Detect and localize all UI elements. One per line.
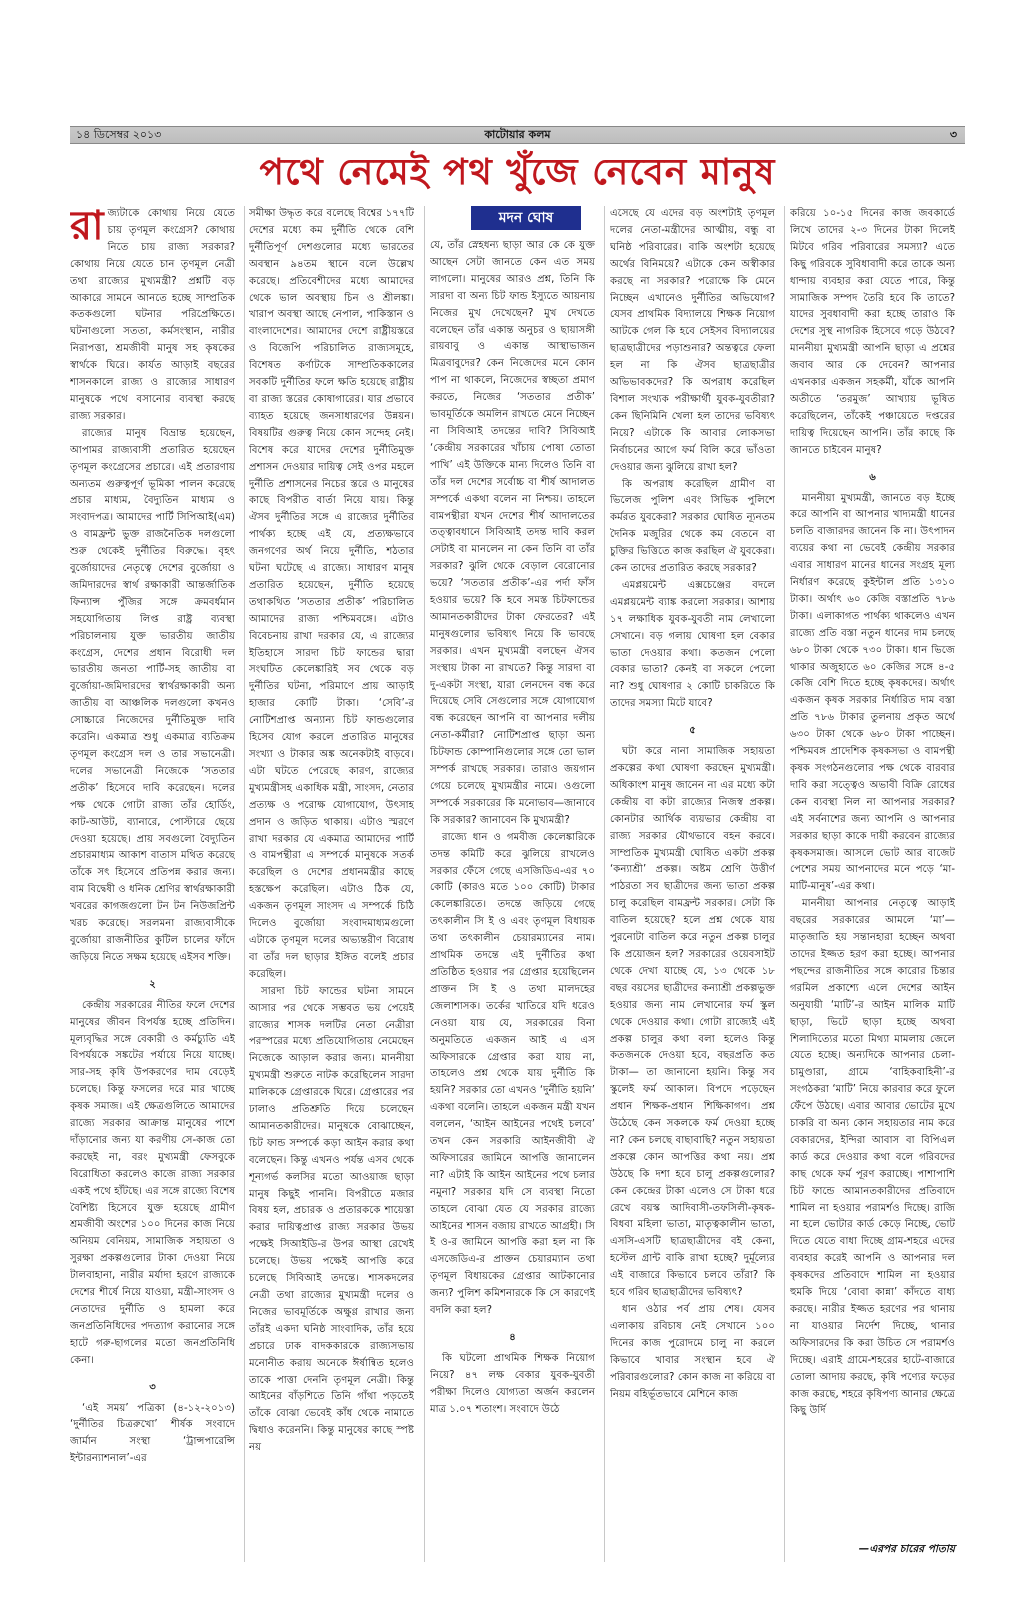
article-column-2 bbox=[249, 206, 414, 1562]
article-column-5 bbox=[790, 206, 955, 1536]
paragraph: এসেছে যে এদের বড় অংশটাই তৃণমূল দলের নেতা-মন্ত্রীদের আত্মীয়, বন্ধু বা ঘনিষ্ঠ পরিবারের। বাকি অংশটা হয়েছে অর্থের বিনিময়ে? এটাকে কেন অস্বীকার করছে না সরকার? পরোক্ষে কি মেনে নিচ্ছেন এখানেও দুর্নীতির অভিযোগ? যেসব প্রাথমিক বিদ্যালয়ে শিক্ষক নিয়োগ আটকে গেল কি হবে সেইসব বিদ্যালয়ের ছাত্রছাত্রীদের পড়াশুনার? অন্তত্বরে ফেলা হল না কি ঐসব ছাত্রছাত্রীর অভিভাবকদের? কি অপরাধ করেছিল বিশাল সংখ্যক পরীক্ষার্থী যুবক-যুবতীরা? কেন ছিনিমিনি খেলা হল তাদের ভবিষ্যৎ নিয়ে? এটাকে কি আবার লোকসভা নির্বাচনের আগে ফর্ম বিলি করে ভাঁওতা দেওয়ার জন্য ঝুলিয়ে রাখা হল? bbox=[610, 208, 775, 473]
paragraph: সারদা চিট ফান্ডের ঘটনা সামনে আসার পর থেকে সম্ভবত ভয় পেয়েই রাজ্যের শাসক দলটির নেতা নেত্রীরা পরস্পরের মধ্যে প্রতিযোগিতায় নেমেছেন নিজেকে আড়াল করার জন্য। মাননীয়া মুখ্যমন্ত্রী শুরুতে নাটক করেছিলেন সারদা মালিককে গ্রেপ্তারকে ঘিরে। গ্রেপ্তারের পর ঢালাও প্রতিশ্রুতি দিয়ে চলেছেন আমানতকারীদের। মানুষকে বোঝাচ্ছেন, চিট ফান্ড সম্পর্কে কড়া আইন করার কথা বলেছেন। কিন্তু এখনও পর্যন্ত এসব থেকে শূন্যগর্ভ কলসির মতো আওয়াজ ছাড়া মানুষ কিছুই পাননি। বিপরীতে মজার বিষয় হল, প্রচারক ও প্রতারককে শায়েস্তা করার দায়িত্বপ্রাপ্ত রাজ্য সরকার উভয় পক্ষেই সিআইডি-র উপর আস্থা রেখেই চলেছে। উভয় পক্ষেই আপত্তি করে চলেছে সিবিআই তদন্তে। শাসকদলের নেত্রী তথা রাজ্যের মুখ্যমন্ত্রী দলের ও নিজের ভাবমূর্তিকে অক্ষুণ্ণ রাখার জন্য তাঁরই একদা ঘনিষ্ঠ সাংবাদিক, তাঁর হয়ে প্রচারে ঢাক বাদককারকে রাজ্যসভায় মনোনীত করায় অনেকে ঈর্ষান্বিত হলেও তাকে পাত্তা দেননি তৃণমূল নেত্রী। কিন্তু আইনের বাঁড়শিতে তিনি গাঁথা পড়তেই তাঁকে বোঝা ভেবেই কাঁধ থেকে নামাতে দ্বিধাও করেননি। কিন্তু মানুষের কাছে স্পষ্ট নয় bbox=[249, 985, 414, 1454]
column-divider bbox=[424, 206, 425, 1562]
drop-cap: রা bbox=[70, 206, 104, 249]
paragraph: সমীক্ষা উদ্ধৃত করে বলেছে বিশ্বের ১৭৭টি দেশের মধ্যে কম দুর্নীতি থেকে বেশি দুর্নীতিপূর্ণ দেশগুলোর মধ্যে ভারতের অবস্থান ৯৪তম স্থানে বলে উল্লেখ করেছে। প্রতিবেশীদের মধ্যে আমাদের থেকে ভাল অবস্থায় চিন ও শ্রীলঙ্কা। খারাপ অবস্থা আছে নেপাল, পাকিস্তান ও বাংলাদেশের। আমাদের দেশে রাষ্ট্রীয়স্তরে ও বিজেপি পরিচালিত রাজ্যসমূহে, বিশেষত কর্ণাটকে সাম্প্রতিককালের সবকটি দুর্নীতির ফলে ক্ষতি হয়েছে রাষ্ট্রীয় বা রাজ্য স্তরের কোষাগারের। যার প্রভাবে ব্যাহত হয়েছে জনসাধারণের উন্নয়ন। বিষয়টির গুরুত্ব নিয়ে কোন সন্দেহ নেই। বিশেষ করে যাদের দেশের দুর্নীতিমুক্ত প্রশাসন দেওয়ার দায়িত্ব সেই ওপর মহলে দুর্নীতি প্রশাসনের নিচের স্তরে ও মানুষের কাছে বিপরীত বার্তা নিয়ে যায়। কিন্তু ঐসব দুর্নীতির সঙ্গে এ রাজ্যের দুর্নীতির পার্থক্য হচ্ছে এই যে, প্রত্যক্ষভাবে জনগণের অর্থ নিয়ে দুর্নীতি, শঠতার ঘটনা ঘটেছে এ রাজ্যে। সাধারণ মানুষ প্রতারিত হয়েছেন, দুর্নীতি হয়েছে তথাকথিত ‘সততার প্রতীক’ পরিচালিত আমাদের রাজ্য পশ্চিমবঙ্গে। এটাও বিবেচনায় রাখা দরকার যে, এ রাজ্যের ইতিহাসে সারদা চিট ফান্ডের দ্বারা সংঘটিত কেলেঙ্কারিই সব থেকে বড় দুর্নীতির ঘটনা, পরিমাণে প্রায় আড়াই হাজার কোটি টাকা। ‘সেবি’-র নোটিশপ্রাপ্ত অন্যান্য চিট ফান্ডগুলোর হিসেব যোগ করলে প্রতারিত মানুষের সংখ্যা ও টাকার অঙ্ক অনেকটাই বাড়বে। এটা ঘটতে পেরেছে কারণ, রাজ্যের মুখ্যমন্ত্রীসহ একাধিক মন্ত্রী, সাংসদ, নেতার প্রত্যক্ষ ও পরোক্ষ যোগাযোগ, উৎসাহ প্রদান ও জড়িত থাকায়। এটাও স্মরণে রাখা দরকার যে একমাত্র আমাদের পার্টি ও বামপন্থীরা এ সম্পর্কে মানুষকে সতর্ক করেছিল ও দেশের প্রধানমন্ত্রীর কাছে হস্তক্ষেপ করেছিল। এটাও ঠিক যে, একজন তৃণমূল সাংসদ এ সম্পর্কে চিঠি দিলেও বুর্জোয়া সংবাদমাধ্যমগুলো এটাকে তৃণমূল দলের অভ্যন্তরীণ বিরোধ বা তাঁর দল ছাড়ার ইঙ্গিত বলেই প্রচার করেছিল। bbox=[249, 208, 414, 980]
section-number: ৩ bbox=[149, 1381, 156, 1393]
paragraph: রাজ্যে ধান ও গমবীজ কেলেঙ্কারিকে তদন্ত কমিটি করে ঝুলিয়ে রাখলেও সরকার ফেঁসে গেছে এসজিডিএ-এর ৭০ কোটি (কারও মতে ১০০ কোটি) টাকার কেলেঙ্কারিতে। তদন্তে জড়িয়ে গেছে তৎকালীন সি ই ও এবং তৃণমূল বিধায়ক তথা তৎকালীন চেয়ারম্যানের নাম। প্রাথমিক তদন্তে এই দুর্নীতির কথা প্রতিষ্ঠিত হওয়ার পর গ্রেপ্তার হয়েছিলেন প্রাক্তন সি ই ও তথা মালদহের জেলাশাসক। তর্কের খাতিরে যদি ধরেও নেওয়া যায় যে, সরকারের বিনা অনুমতিতে একজন আই এ এস অফিসারকে গ্রেপ্তার করা যায় না, তাহলেও প্রশ্ন থেকে যায় দুর্নীতি কি হয়নি? সরকার তো এখনও ‘দুর্নীতি হয়নি’ একথা বলেনি। তাহলে একজন মন্ত্রী যখন বললেন, ‘আইন আইনের পথেই চলবে’ তখন কেন সরকারি আইনজীবী ঐ অফিসারের জামিনে আপত্তি জানালেন না? এটাই কি আইন আইনের পথে চলার নমুনা? সরকার যদি সে ব্যবস্থা নিতো তাহলে বোঝা যেত যে সরকার রাজ্যে আইনের শাসন বজায় রাখতে আগ্রহী। সি ই ও-র জামিনে আপত্তি করা হল না কি এসজেডিএ-র প্রাক্তন চেয়ারম্যান তথা তৃণমূল বিধায়কের গ্রেপ্তার আটকানোর জন্য? পুলিশ কমিশনারকে কি সে কারণেই বদলি করা হল? bbox=[430, 831, 595, 1317]
issue-date: ১৪ ডিসেম্বর ২০১৩ bbox=[76, 128, 162, 141]
paragraph: যে, তাঁর স্নেহধন্য ছাড়া আর কে কে যুক্ত আছেন সেটা জানতে কেন এত সময় লাগলো। মানুষের আরও প্রশ্ন, তিনি কি সারদা বা অন্য চিট ফান্ড ইস্যুতে আয়নায় নিজের মুখ দেখেছেন? মুখ দেখতে বলেছেন তাঁর একান্ত অনুচর ও ছায়াসঙ্গী রায়বাবু ও একান্ত আস্থাভাজন মিত্রবাবুদের? কেন নিজেদের মনে কোন পাপ না থাকলে, নিজেদের স্বচ্ছতা প্রমাণ করতে, নিজের ‘সততার প্রতীক’ ভাবমূর্তিকে অমলিন রাখতে মেনে নিচ্ছেন না সিবিআই তদন্তের দাবি? সিবিআই ‘কেন্দ্রীয় সরকারের খাঁচায় পোষা তোতা পাখি’ এই উক্তিকে মান্য দিলেও তিনি বা তাঁর দল দেশের সর্বোচ্চ বা শীর্ষ আদালত সম্পর্কে একথা বলেন না নিশ্চয়। তাহলে বামপন্থীরা যখন দেশের শীর্ষ আদালতের তত্ত্বাবধানে সিবিআই তদন্ত দাবি করল সেটাই বা মানলেন না কেন তিনি বা তাঁর সরকার? ঝুলি থেকে বেড়াল বেরোনোর ভয়ে? ‘সততার প্রতীক’-এর পর্দা ফাঁস হওয়ার ভয়ে? কি হবে সমস্ত চিটফান্ডের আমানতকারীদের টাকা ফেরতের? এই মানুষগুলোর ভবিষ্যৎ নিয়ে কি ভাবছে সরকার। এখন মুখ্যমন্ত্রী বলছেন ঐসব সংস্থায় টাকা না রাখতে? কিন্তু সারদা বা দু-একটা সংস্থা, যারা লেনদেন বন্ধ করে দিয়েছে সেবি সেগুলোর সঙ্গে যোগাযোগ বন্ধ করেছেন আপনি বা আপনার দলীয় নেতা-কর্মীরা? নোটিশপ্রাপ্ত ছাড়া অন্য চিটফান্ড কোম্পানিগুলোর সঙ্গে তো ভাল সম্পর্ক রাখছে সরকার। তারাও জয়গান গেয়ে চলেছে মুখ্যমন্ত্রীর নামে। ওগুলো সম্পর্কে সরকারের কি মনোভাব—জানাবে কি সরকার? জানাবেন কি মুখ্যমন্ত্রী? bbox=[430, 240, 595, 826]
article-column-3 bbox=[430, 238, 595, 1562]
paragraph: ‘এই সময়’ পত্রিকা (৪-১২-২০১৩) ‘দুর্নীতির চিত্ররুখো’ শীর্ষক সংবাদে জার্মান সংস্থা ‘ট্রান্সপারেন্সি ইন্টারন্যাশনাল’-এর bbox=[70, 1402, 235, 1465]
section-number: ৬ bbox=[869, 471, 876, 483]
newspaper-name: কাটোয়ার কলম bbox=[484, 128, 551, 141]
paragraph: করিয়ে ১০-১৫ দিনের কাজ জবকার্ডে লিখে তাদের ২-৩ দিনের টাকা দিলেই মিটবে গরিব পরিবারের সমস্যা? এতে কিছু গরিবকে সুবিধাবাদী করে তাকে অন্য ধান্দায় ব্যবহার করা যেতে পারে, কিন্তু সামাজিক সম্পদ তৈরি হবে কি তাতে? যাদের সুবধাবাদী করা হচ্ছে তারাও কি দেশের সুস্থ নাগরিক হিসেবে গড়ে উঠবে? মাননীয়া মুখ্যমন্ত্রী আপনি ছাড়া এ প্রশ্নের জবাব আর কে দেবেন? আপনার এখনকার একজন সহকর্মী, যাঁকে আপনি অতীতে ‘তরমুজ’ আখ্যায় ভূষিত করেছিলেন, তাঁকেই পঞ্চায়েতে দপ্তরের দায়িত্ব দিয়েছেন আপনি। তাঁর কাছে কি জানতে চাইবেন মানুষ? bbox=[790, 208, 955, 456]
paragraph: মাননীয়া মুখ্যমন্ত্রী, জানতে বড় ইচ্ছে করে আপনি বা আপনার খাদ্যমন্ত্রী ধানের চলতি বাজারদর জানেন কি না। উৎপাদন ব্যয়ের কথা না ভেবেই কেন্দ্রীয় সরকার এবার সাধারণ মানের ধানের সংগ্রহ মূল্য নির্ধারণ করেছে কুইন্টাল প্রতি ১৩১০ টাকা। অর্থাৎ ৬০ কেজি বস্তাপ্রতি ৭৮৬ টাকা। এলাকাগত পার্থক্য থাকলেও এখন রাজ্যে প্রতি বস্তা নতুন ধানের দাম চলছে ৬৮০ টাকা থেকে ৭৩০ টাকা। ধান ভিজে থাকার অজুহাতে ৬০ কেজির সঙ্গে ৪-৫ কেজি বেশি দিতে হচ্ছে কৃষকদের। অর্থাৎ একজন কৃষক সরকার নির্ধারিত দাম বস্তা প্রতি ৭৮৬ টাকার তুলনায় প্রকৃত অর্থে ৬৩০ টাকা থেকে ৬৮০ টাকা পাচ্ছেন। পশ্চিমবঙ্গ প্রাদেশিক কৃষকসভা ও বামপন্থী কৃষক সংগঠনগুলোর পক্ষ থেকে বারবার দাবি করা সত্ত্বেও অভাবী বিক্রি রোধের কেন ব্যবস্থা নিল না আপনার সরকার? এই সর্বনাশের জন্য আপনি ও আপনার সরকার ছাড়া কাকে দায়ী করবেন রাজ্যের কৃষকসমাজ। আসলে ভোট আর বাজেট পেশের সময় আপনাদের মনে পড়ে ‘মা-মাটি-মানুষ’-এর কথা। bbox=[790, 492, 955, 893]
page-header-band bbox=[70, 126, 965, 144]
section-number: ৪ bbox=[509, 1332, 516, 1343]
column-divider bbox=[784, 206, 785, 1562]
paragraph: কি অপরাধ করেছিল গ্রামীণ বা ভিলেজ পুলিশ এবং সিভিক পুলিশে কর্মরত যুবকেরা? সরকার ঘোষিত ন্যূনতম দৈনিক মজুরির থেকে কম বেতনে বা চুক্তির ভিত্তিতে কাজ করছিল ঐ যুবকেরা। কেন তাদের প্রতারিত করছে সরকার? bbox=[610, 478, 775, 575]
paragraph: ঘটা করে নানা সামাজিক সহায়তা প্রকল্পের কথা ঘোষণা করছেন মুখ্যমন্ত্রী। অধিকাংশ মানুষ জানেন না এর মধ্যে কটা কেন্দ্রীয় বা কটা রাজ্যের নিজস্ব প্রকল্প। কোনটার আর্থিক ব্যয়ভার কেন্দ্রীয় বা রাজ্য সরকার যৌথভাবে বহন করবে। সাম্প্রতিক মুখ্যমন্ত্রী ঘোষিত একটা প্রকল্প ‘কন্যাশ্রী’ প্রকল্প। অষ্টম শ্রেণি উত্তীর্ণ পাঠরতা সব ছাত্রীদের জন্য ভাতা প্রকল্প চালু করেছিল বামফ্রন্ট সরকার। সেটা কি বাতিল হয়েছে? হলে প্রশ্ন থেকে যায় পুরনোটা বাতিল করে নতুন প্রকল্প চালুর কি প্রয়োজন হল? সরকারের ওয়েবসাইট থেকে দেখা যাচ্ছে যে, ১৩ থেকে ১৮ বছর বয়সের ছাত্রীদের কন্যাশ্রী প্রকল্পভুক্ত হওয়ার জন্য নাম লেখানোর ফর্ম স্কুল থেকে দেওয়ার কথা। গোটা রাজ্যেই এই প্রকল্প চালুর কথা বলা হলেও কিন্তু কতজনকে দেওয়া হবে, বছরপ্রতি কত টাকা— তা জানানো হয়নি। কিন্তু সব স্কুলেই ফর্ম আকাল। বিপদে পড়েছেন প্রধান শিক্ষক-প্রধান শিক্ষিকাগণ। প্রশ্ন উঠেছে কেন সকলকে ফর্ম দেওয়া হচ্ছে না? কেন চলছে বাছাবাছি? নতুন সহায়তা প্রকল্পে কোন আপত্তির কথা নয়। প্রশ্ন উঠছে কি দশা হবে চালু প্রকল্পগুলোর? কেন কেন্দ্রের টাকা এলেও সে টাকা ধরে রেখে বয়স্ক আদিবাসী-তফসিলী-কৃষক-বিধবা মহিলা ভাতা, মাতৃত্বকালীন ভাতা, এসসি-এসটি ছাত্রছাত্রীদের বই কেনা, হস্টেল গ্রান্ট বাকি রাখা হচ্ছে? দুর্মূল্যের এই বাজারে কিভাবে চলবে তাঁরা? কি হবে গরিব ছাত্রছাত্রীদের ভবিষ্যৎ? bbox=[610, 746, 775, 1299]
paragraph: রাজ্যের মানুষ বিভ্রান্ত হয়েছেন, আপামর রাজ্যবাসী প্রতারিত হয়েছেন তৃণমূল কংগ্রেসের প্রচারে। এই প্রতারণায় অন্যতম গুরুত্বপূর্ণ ভূমিকা পালন করেছে প্রচার মাধ্যম, বৈদ্যুতিন মাধ্যম ও সংবাদপত্র। আমাদের পার্টি সিপিআই(এম) ও বামফ্রন্ট ভুক্ত রাজনৈতিক দলগুলো শুরু থেকেই দুর্নীতির বিরুদ্ধে। বৃহৎ বুর্জোয়াদের নেতৃত্বে দেশের বুর্জোয়া ও জমিদারদের স্বার্থ রক্ষাকারী আন্তর্জাতিক ফিন্যান্স পুঁজির সঙ্গে ক্রমবর্ধমান সহযোগিতায় লিপ্ত রাষ্ট্র ব্যবস্থা পরিচালনায় যুক্ত ভারতীয় জাতীয় কংগ্রেস, দেশের প্রধান বিরোধী দল ভারতীয় জনতা পার্টি-সহ জাতীয় বা বুর্জোয়া-জমিদারদের স্বার্থরক্ষাকারী অন্য জাতীয় বা আঞ্চলিক দলগুলো কখনও সোচ্চারে নিজেদের দুর্নীতিমুক্ত দাবি করেনি। একমাত্র শুধু একমাত্র ব্যতিক্রম তৃণমূল কংগ্রেস দল ও তার সভানেত্রী। দলের সভানেত্রী নিজেকে ‘সততার প্রতীক’ হিসেবে দাবি করেছেন। দলের পক্ষ থেকে গোটা রাজ্য তাঁর হোর্ডিং, কাট-আউট, ব্যানারে, পোস্টারে ছেয়ে দেওয়া হয়েছে। প্রায় সবগুলো বৈদ্যুতিন প্রচারমাধ্যম আকাশ বাতাস মথিত করেছে তাঁকে সৎ হিসেবে প্রতিপন্ন করার জন্য। বাম বিদ্বেষী ও ধনিক শ্রেণির স্বার্থরক্ষাকারী খবরের কাগজগুলো টন টন নিউজপ্রিন্ট খরচ করেছে। সরলমনা রাজ্যবাসীকে বুর্জোয়া রাজনীতির কুটিল চালের ফাঁদে জড়িয়ে নিতে সক্ষম হয়েছে এইসব শক্তি। bbox=[70, 427, 235, 963]
section-number: ২ bbox=[149, 978, 156, 990]
article-headline: পথে নেমেই পথ খুঁজে নেবেন মানুষ bbox=[259, 152, 776, 193]
article-column-4 bbox=[610, 206, 775, 1562]
page-number: ৩ bbox=[949, 128, 957, 141]
paragraph: কি ঘটলো প্রাথমিক শিক্ষক নিয়োগ নিয়ে? ৪৭ লক্ষ বেকার যুবক-যুবতী পরীক্ষা দিলেও যোগ্যতা অর্জন করলেন মাত্র ১.০৭ শতাংশ। সংবাদে উঠে bbox=[430, 1352, 595, 1415]
paragraph: এমপ্লয়মেন্ট এক্সচেঞ্জের বদলে এমপ্লয়মেন্ট ব্যাঙ্ক করলো সরকার। আশায় ১৭ লক্ষাধিক যুবক-যুবতী নাম লেখালো সেখানে। বড় গলায় ঘোষণা হল বেকার ভাতা দেওয়ার কথা। কতজন পেলো বেকার ভাতা? কেনই বা সকলে পেলো না? শুধু ঘোষণার ২ কোটি চাকরিতে কি তাদের সমস্যা মিটে যাবে? bbox=[610, 579, 775, 710]
article-column-1 bbox=[70, 206, 235, 1562]
lead-paragraph: রাজ্যটাকে কোথায় নিয়ে যেতে চায় তৃণমূল কংগ্রেস? কোথায় নিতে চায় রাজ্য সরকার? কোথায় নিয়ে যেতে চান তৃণমূল নেত্রী তথা রাজ্যের মুখ্যমন্ত্রী? প্রশ্নটি বড় আকারে সামনে আনতে হচ্ছে সাম্প্রতিক কতকগুলো ঘটনার পরিপ্রেক্ষিতে। ঘটনাগুলো সততা, কর্মসংস্থান, নারীর নিরাপত্তা, শ্রমজীবী মানুষ সহ কৃষকের স্বার্থকে ঘিরে। কার্যত আড়াই বছরের শাসনকালে রাজ্য ও রাজ্যের সাধারণ মানুষকে পথে বসানোর ব্যবস্থা করছে রাজ্য সরকার। bbox=[70, 206, 235, 422]
paragraph: ধান ওঠার পর্ব প্রায় শেষ। যেসব এলাকায় রবিচাষ নেই সেখানে ১০০ দিনের কাজ পুরোদমে চালু না করলে কিভাবে খাবার সংস্থান হবে ঐ পরিবারগুলোর? কোন কাজ না করিয়ে বা নিয়ম বহির্ভূতভাবে মেশিনে কাজ bbox=[610, 1304, 775, 1400]
paragraph: কেন্দ্রীয় সরকারের নীতির ফলে দেশের মানুষের জীবন বিপর্যস্ত হচ্ছে প্রতিদিন। মূল্যবৃদ্ধির সঙ্গে বেকারী ও কর্মচ্যুতি এই বিপর্যয়কে সঙ্কটের পর্যায়ে নিয়ে যাচ্ছে। সার-সহ কৃষি উপকরণের দাম বেড়েই চলেছে। কিন্তু ফসলের দরে মার খাচ্ছে কৃষক সমাজ। এই ক্ষেত্রগুলিতে আমাদের রাজ্যে সরকার আক্রান্ত মানুষের পাশে দাঁড়ানোর জন্য যা করণীয় সে-কাজ তো করছেই না, বরং মুখ্যমন্ত্রী ফেসবুকে বিরোধিতা করলেও কাজে রাজ্য সরকার একই পথে হাঁটছে। এর সঙ্গে রাজ্যে বিশেষ বৈশিষ্ট্য হিসেবে যুক্ত হয়েছে গ্রামীণ শ্রমজীবী অংশের ১০০ দিনের কাজ নিয়ে অনিয়ম বেনিয়ম, সামাজিক সহায়তা ও সুরক্ষা প্রকল্পগুলোর টাকা দেওয়া নিয়ে টালবাহানা, নারীর মর্যাদা হরণে রাজ্যকে দেশের শীর্ষে নিয়ে যাওয়া, মন্ত্রী-সাংসদ ও নেতাদের দুর্নীতি ও হামলা করে জনপ্রতিনিধিদের পদত্যাগ করানোর সঙ্গে হাটে গরু-ছাগলের মতো জনপ্রতিনিধি কেনা। bbox=[70, 999, 235, 1366]
paragraph: মাননীয়া আপনার নেতৃত্বে আড়াই বছরের সরকারের আমলে ‘মা’—মাতৃজাতি হয় সন্তানহারা হচ্ছেন অথবা তাদের ইজ্জত হরণ করা হচ্ছে। আপনার পছন্দের রাজনীতির সঙ্গে কারোর চিন্তার গরমিল প্রকাশ্যে এলে দেশের আইন অনুযায়ী ‘মাটি’-র আইন মালিক মাটি ছাড়া, ভিটে ছাড়া হচ্ছে অথবা শিলাদিত্যের মতো মিথ্যা মামলায় জেলে যেতে হচ্ছে। অন্যদিকে আপনার চেলা-চামুণ্ডারা, গ্রামে ‘বাহিকবাহিনী’-র সংগঠকরা ‘মাটি’ নিয়ে কারবার করে ফুলে ফেঁপে উঠছে। এবার আবার ভোটের মুখে চাকরি বা অন্য কোন সহায়তার নাম করে বেকারদের, ইন্দিরা আবাস বা বিপিএল কার্ড করে দেওয়ার কথা বলে গরিবদের কাছ থেকে ফর্ম পূরণ করাচ্ছে। পাশাপাশি চিট ফান্ডে আমানতকারীদের প্রতিবাদে শামিল না হওয়ার পরামর্শও দিচ্ছে। রাজি না হলে ভোটার কার্ড কেড়ে নিচ্ছে, ভোট দিতে যেতে বাধা দিচ্ছে গ্রাম-শহরে এদের ব্যবহার করেই আপনি ও আপনার দল কৃষকদের প্রতিবাদে শামিল না হওয়ার হুমকি দিয়ে ‘বোবা কান্না’ কাঁদতে বাধ্য করছে। নারীর ইজ্জত হরণের পর থানায় না যাওয়ার নির্দেশ দিচ্ছে, থানার অফিসারদের কি করা উচিত সে পরামর্শও দিচ্ছে। এরাই গ্রামে-শহরের হাটে-বাজারে তোলা আদায় করছে, কৃষি পণ্যের ফড়ের কাজ করছে, শহরে কৃষিপণ্য আনার ক্ষেত্রে কিছু উর্দি bbox=[790, 898, 955, 1417]
section-number: ৫ bbox=[689, 725, 696, 737]
column-divider bbox=[604, 206, 605, 1562]
author-byline: মদন ঘোষ bbox=[471, 206, 581, 230]
column-divider bbox=[244, 206, 245, 1562]
continued-on-page-note: —এরপর চারের পাতায় bbox=[858, 1543, 955, 1555]
